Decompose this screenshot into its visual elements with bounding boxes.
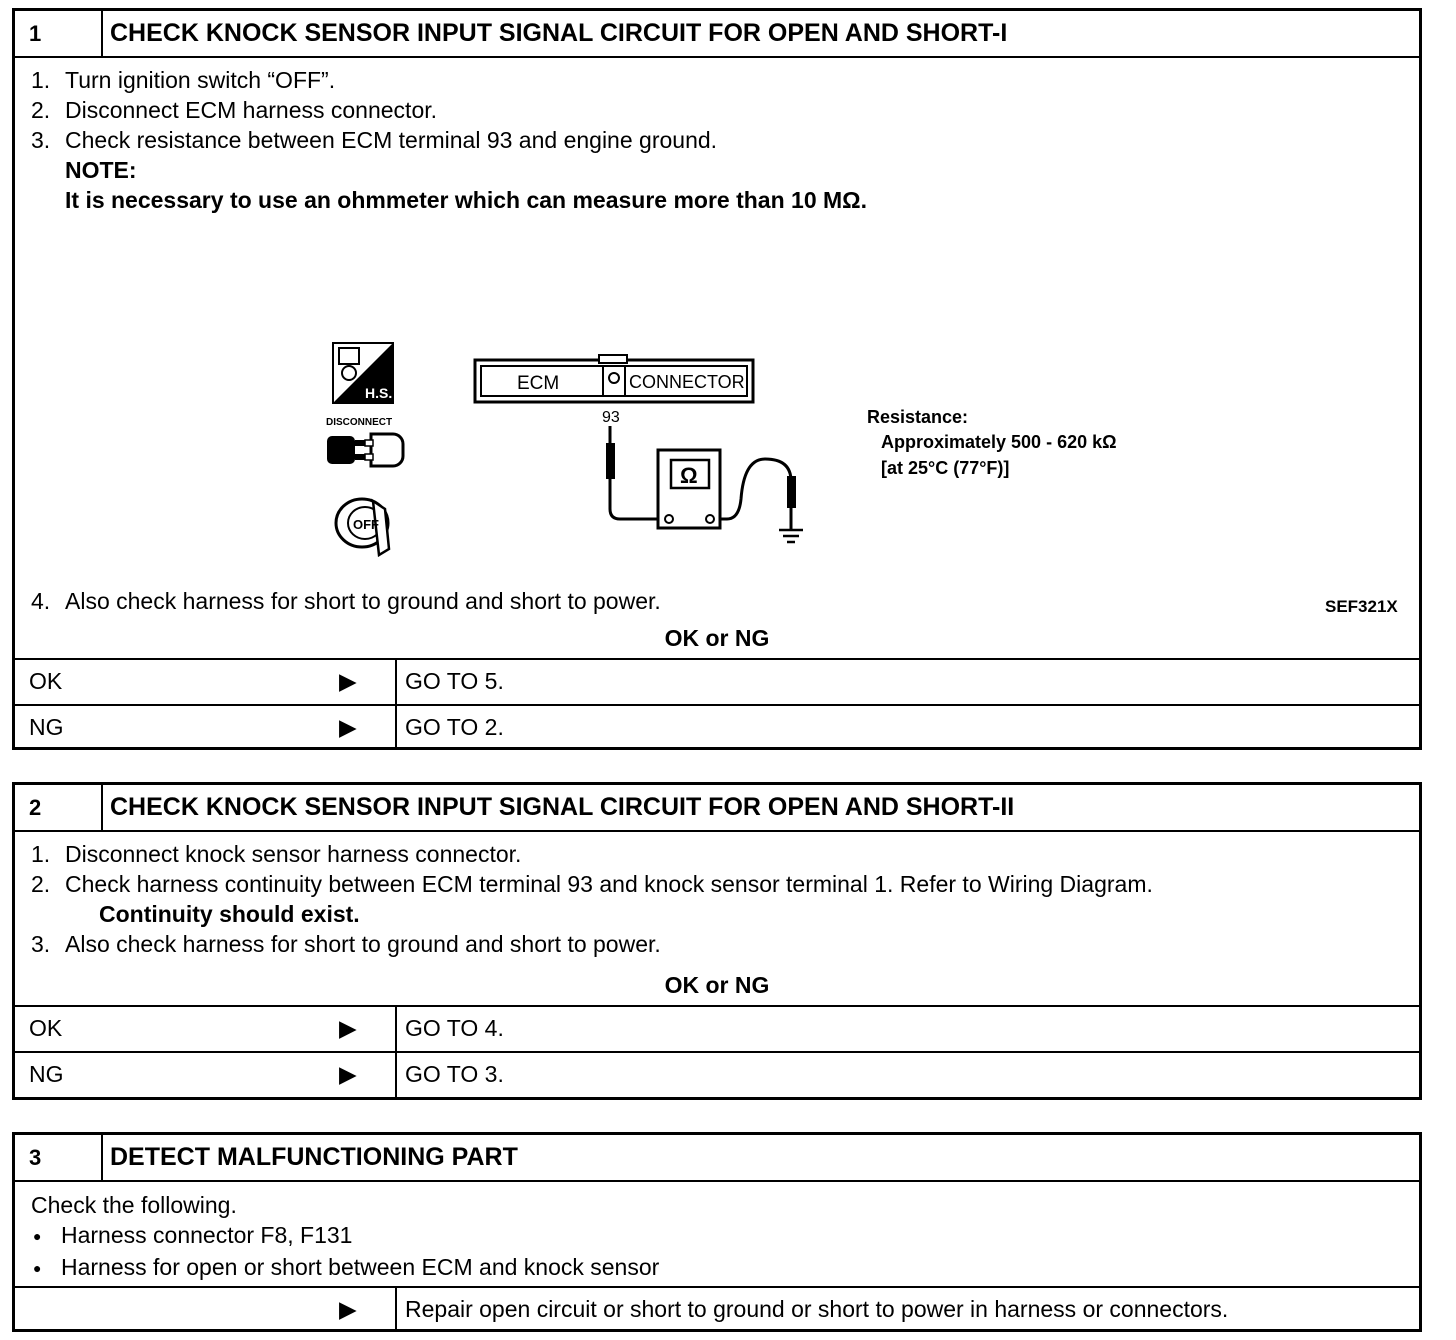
list-item xyxy=(31,95,1419,125)
list-item xyxy=(31,125,1419,155)
measurement-figure xyxy=(15,218,1419,613)
terminal-label: 93 xyxy=(602,409,620,426)
outcome-row xyxy=(15,1286,1419,1332)
outcome-label: OK xyxy=(29,668,63,694)
item-text: Harness for open or short between ECM and knock sensor xyxy=(61,1254,660,1280)
disconnect-icon xyxy=(326,417,403,466)
bullet-icon: ● xyxy=(33,1228,42,1244)
step-header xyxy=(15,1135,1419,1182)
item-number: 3. xyxy=(31,127,51,153)
step-number: 1 xyxy=(15,11,103,56)
item-number: 2. xyxy=(31,97,51,123)
step-title: DETECT MALFUNCTIONING PART xyxy=(110,1143,518,1171)
list-item xyxy=(31,869,1419,899)
arrow-icon: ▶ xyxy=(339,1061,357,1087)
step-number: 3 xyxy=(15,1135,103,1180)
resistance-label: Resistance: xyxy=(867,407,969,427)
ecm-label: ECM xyxy=(517,373,560,394)
item-text: Disconnect knock sensor harness connector. xyxy=(65,841,522,867)
arrow-icon: ▶ xyxy=(339,1015,357,1041)
item-text: Also check harness for short to ground and short to power. xyxy=(65,588,661,614)
outcome-row xyxy=(15,658,1419,704)
item-text: Check harness continuity between ECM terminal 93 and knock sensor terminal 1. Refer to Wiring Diagram. xyxy=(65,871,1153,897)
list-item xyxy=(31,839,1419,869)
outcome-label: NG xyxy=(29,1061,64,1087)
item-text: Check resistance between ECM terminal 93 and engine ground. xyxy=(65,127,718,153)
ignition-key-icon xyxy=(336,499,389,555)
step-1 xyxy=(12,8,1422,750)
ohmmeter xyxy=(658,450,720,528)
step-title: CHECK KNOCK SENSOR INPUT SIGNAL CIRCUIT FOR OPEN AND SHORT-II xyxy=(110,793,1015,821)
step-body xyxy=(15,832,1419,967)
list-item xyxy=(31,929,1419,959)
figure-id: SEF321X xyxy=(1325,597,1398,613)
list-item xyxy=(31,1252,1419,1284)
step-body xyxy=(15,1182,1419,1286)
ok-ng-label: OK or NG xyxy=(664,625,770,651)
key-label: OFF xyxy=(353,517,379,532)
outcome-row xyxy=(15,704,1419,750)
item-number: 2. xyxy=(31,871,51,897)
ohm-symbol: Ω xyxy=(680,463,698,488)
item-text: Turn ignition switch “OFF”. xyxy=(65,67,336,93)
resistance-temp: [at 25°C (77°F)] xyxy=(881,458,1010,478)
resistance-value: Approximately 500 - 620 kΩ xyxy=(881,432,1117,452)
list-item xyxy=(31,586,661,616)
hs-icon xyxy=(333,343,393,403)
list-item xyxy=(31,1220,1419,1252)
step-body xyxy=(15,58,1419,620)
ok-ng-label: OK or NG xyxy=(664,972,770,998)
connector-label: CONNECTOR xyxy=(629,372,745,392)
step-header xyxy=(15,11,1419,58)
arrow-icon: ▶ xyxy=(339,1296,357,1322)
outcome-row xyxy=(15,1051,1419,1097)
hs-label: H.S. xyxy=(365,385,393,401)
outcome-action: Repair open circuit or short to ground or short to power in harness or connectors. xyxy=(405,1296,1229,1322)
item-text: Harness connector F8, F131 xyxy=(61,1222,353,1248)
list-item xyxy=(31,65,1419,95)
step-2 xyxy=(12,782,1422,1100)
item-number: 4. xyxy=(31,588,51,614)
outcome-row xyxy=(15,1005,1419,1051)
item-text: Also check harness for short to ground and short to power. xyxy=(65,931,661,957)
bullet-icon: ● xyxy=(33,1260,42,1276)
outcome-action: GO TO 5. xyxy=(405,668,504,694)
step-title: CHECK KNOCK SENSOR INPUT SIGNAL CIRCUIT FOR OPEN AND SHORT-I xyxy=(110,19,1008,47)
item-number: 1. xyxy=(31,67,51,93)
note-label: NOTE: xyxy=(65,157,137,183)
ecm-connector xyxy=(475,355,753,426)
item-number: 3. xyxy=(31,931,51,957)
outcome-label: NG xyxy=(29,714,64,740)
item-text: Disconnect ECM harness connector. xyxy=(65,97,438,123)
disconnect-label: DISCONNECT xyxy=(326,417,393,428)
intro-text: Check the following. xyxy=(31,1192,237,1218)
step-3 xyxy=(12,1132,1422,1332)
outcome-action: GO TO 4. xyxy=(405,1015,504,1041)
step-number: 2 xyxy=(15,785,103,830)
item-number: 1. xyxy=(31,841,51,867)
note-text: It is necessary to use an ohmmeter which can measure more than 10 MΩ. xyxy=(65,187,868,213)
arrow-icon: ▶ xyxy=(339,668,357,694)
continuity-spec: Continuity should exist. xyxy=(99,901,360,927)
outcome-action: GO TO 3. xyxy=(405,1061,504,1087)
arrow-icon: ▶ xyxy=(339,714,357,740)
ground-symbol xyxy=(779,530,803,542)
step-header xyxy=(15,785,1419,832)
outcome-action: GO TO 2. xyxy=(405,714,504,740)
outcome-label: OK xyxy=(29,1015,63,1041)
